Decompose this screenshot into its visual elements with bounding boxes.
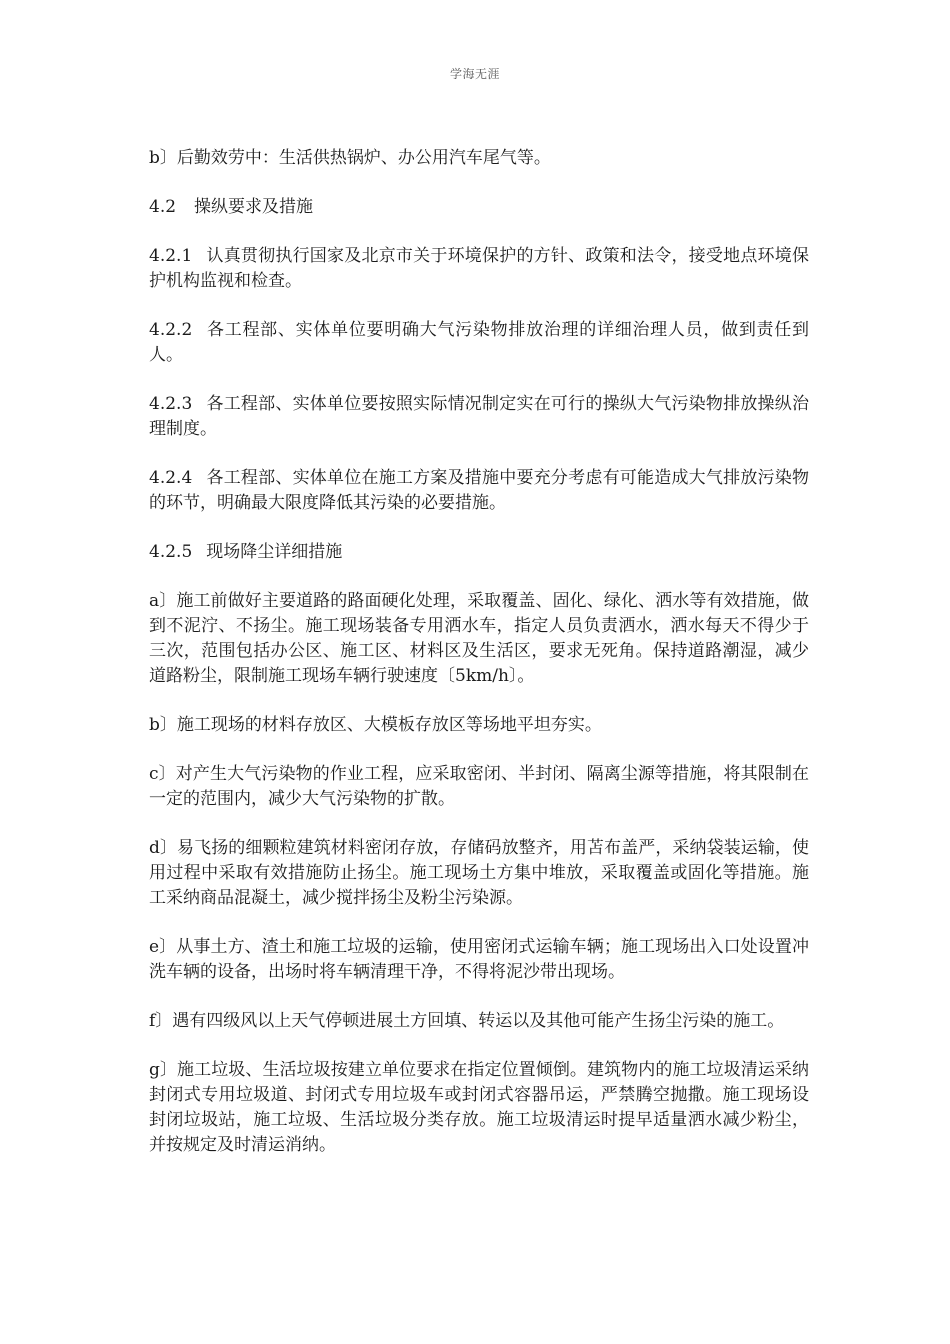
list-item-a: a〕施工前做好主要道路的路面硬化处理，采取覆盖、固化、绿化、洒水等有效措施，做到不泥泞、不扬尘。施工现场装备专用洒水车，指定人员负责洒水，洒水每天不得少于三次，范围包括办公区、施工区、材料区及生活区，要求无死角。保持道路潮湿，减少道路粉尘，限制施工现场车辆行驶速度〔5km/h〕。 [149,591,809,686]
section-text: 各工程部、实体单位要明确大气污染物排放治理的详细治理人员，做到责任到人。 [149,320,809,365]
document-body [149,146,809,1182]
list-item-e: e〕从事土方、渣土和施工垃圾的运输，使用密闭式运输车辆；施工现场出入口处设置冲洗车辆的设备，出场时将车辆清理干净，不得将泥沙带出现场。 [149,937,809,982]
section-4-2-4 [149,466,809,516]
list-item-g: g〕施工垃圾、生活垃圾按建立单位要求在指定位置倾倒。建筑物内的施工垃圾清运采纳封闭式专用垃圾道、封闭式专用垃圾车或封闭式容器吊运，严禁腾空抛撒。施工现场设封闭垃圾站，施工垃圾、生活垃圾分类存放。施工垃圾清运时提早适量洒水减少粉尘，并按规定及时清运消纳。 [149,1060,809,1155]
section-title: 操纵要求及措施 [194,197,314,217]
section-4-2-3 [149,392,809,442]
section-number: 4.2.4 [149,468,193,488]
page-header: 学海无涯 [449,67,500,81]
list-item-c: c〕对产生大气污染物的作业工程，应采取密闭、半封闭、隔离尘源等措施，将其限制在一定的范围内，减少大气污染物的扩散。 [149,764,809,809]
section-4-2-1 [149,244,809,294]
section-text: 认真贯彻执行国家及北京市关于环境保护的方针、政策和法令，接受地点环境保护机构监视和检查。 [149,246,809,291]
list-item-f: f〕遇有四级风以上天气停顿进展土方回填、转运以及其他可能产生扬尘污染的施工。 [149,1011,785,1031]
section-number: 4.2 [149,197,177,217]
list-item-d: d〕易飞扬的细颗粒建筑材料密闭存放，存储码放整齐，用苫布盖严，采纳袋装运输，使用过程中采取有效措施防止扬尘。施工现场土方集中堆放，采取覆盖或固化等措施。施工采纳商品混凝土，减少搅拌扬尘及粉尘污染源。 [149,838,809,908]
section-number: 4.2.5 [149,542,193,562]
section-4-2-heading [149,195,809,220]
section-title: 现场降尘详细措施 [206,542,343,562]
section-number: 4.2.2 [149,320,193,340]
paragraph-intro-b: b〕后勤效劳中：生活供热锅炉、办公用汽车尾气等。 [149,148,551,168]
section-text: 各工程部、实体单位要按照实际情况制定实在可行的操纵大气污染物排放操纵治理制度。 [149,394,809,439]
list-item-b: b〕施工现场的材料存放区、大模板存放区等场地平坦夯实。 [149,715,602,735]
section-number: 4.2.1 [149,246,193,266]
section-number: 4.2.3 [149,394,193,414]
section-4-2-5-heading [149,540,809,565]
section-text: 各工程部、实体单位在施工方案及措施中要充分考虑有可能造成大气排放污染物的环节，明确最大限度降低其污染的必要措施。 [149,468,809,513]
section-4-2-2 [149,318,809,368]
